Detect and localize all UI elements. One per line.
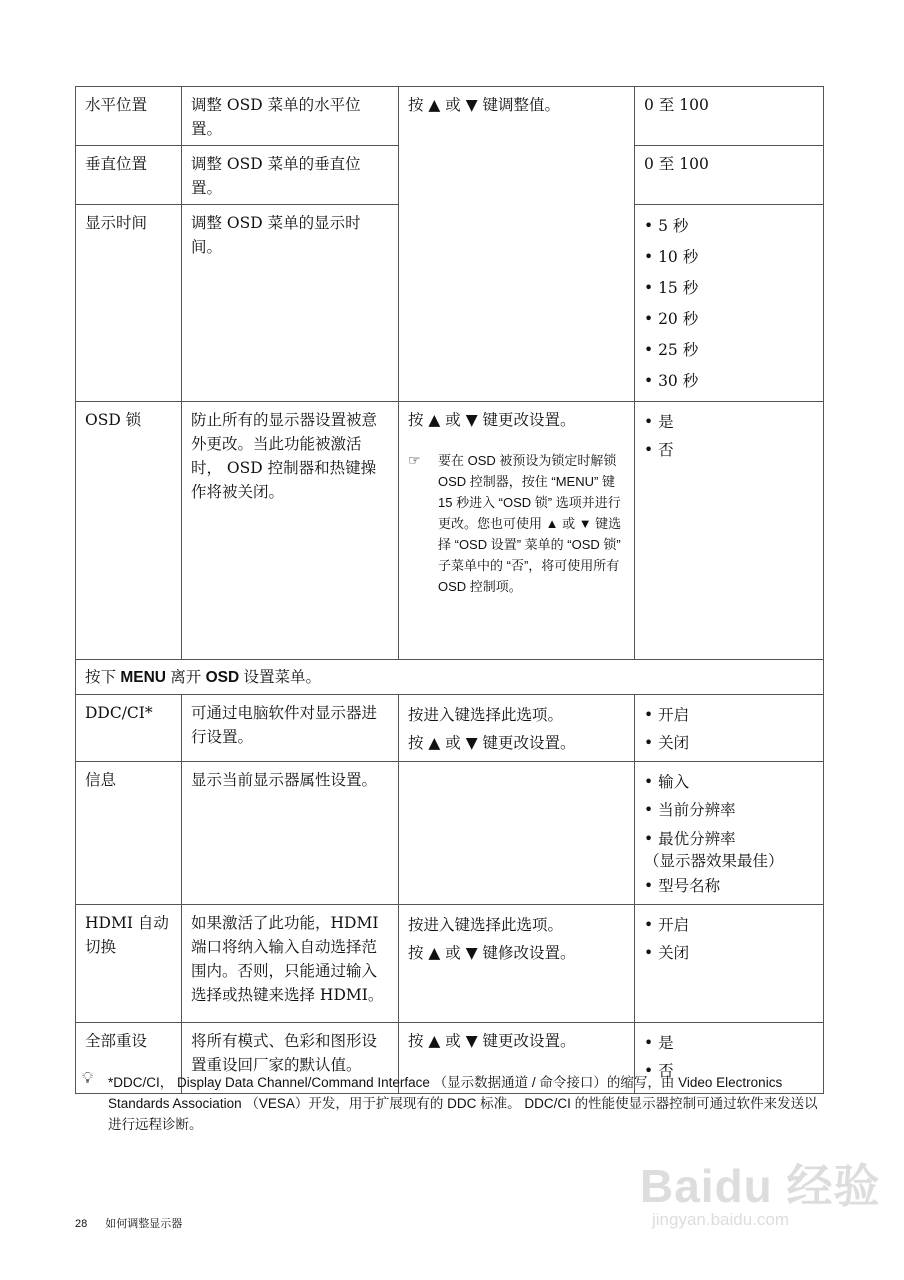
menu-key-label: MENU: [120, 669, 166, 686]
operation-text: 按进入键选择此选项。: [408, 706, 564, 724]
operation-text: 按 ▲ 或 ▼ 键修改设置。: [408, 944, 576, 962]
setting-options: [635, 905, 824, 1023]
setting-range: 0 至 100: [635, 87, 824, 146]
option: • 开启: [644, 706, 690, 724]
page-footer: [75, 1215, 200, 1231]
table-row: [76, 87, 824, 146]
table-row: [76, 402, 824, 660]
setting-name: OSD 锁: [76, 402, 182, 660]
setting-name: 全部重设: [76, 1023, 182, 1094]
setting-operation: [399, 762, 635, 905]
setting-operation: [399, 695, 635, 762]
option: • 型号名称: [644, 877, 721, 895]
watermark-url: jingyan.baidu.com: [652, 1210, 790, 1229]
exit-text: 按下: [85, 669, 121, 686]
setting-operation: [399, 905, 635, 1023]
operation-text: 按 ▲ 或 ▼ 键更改设置。: [408, 734, 576, 752]
setting-name: 信息: [76, 762, 182, 905]
option: • 关闭: [644, 734, 690, 752]
option: • 输入: [644, 773, 690, 791]
setting-desc: 显示当前显示器属性设置。: [182, 762, 399, 905]
table-row: [76, 762, 824, 905]
option: • 否: [644, 441, 674, 459]
option: • 否: [644, 1062, 674, 1080]
setting-name: DDC/CI*: [76, 695, 182, 762]
setting-name: HDMI 自动切换: [76, 905, 182, 1023]
footnote-text: *DDC/CI， Display Data Channel/Command Interface （显示数据通道 / 命令接口）的缩写，由 Video Electronics Standards Association （VESA）开发，用于扩展现有的 DDC 标准。 DDC/CI 的性能使显示器控制可通过软件来发送以进行远程诊断。: [108, 1075, 818, 1132]
setting-desc: 调整 OSD 菜单的水平位置。: [182, 87, 399, 146]
option: • 20 秒: [644, 310, 699, 328]
baidu-watermark: [640, 1150, 881, 1230]
lightbulb-icon: 💡︎: [82, 1070, 94, 1087]
osd-settings-table: [75, 86, 824, 1094]
option: • 当前分辨率: [644, 801, 736, 819]
setting-operation: [399, 402, 635, 660]
option: • 25 秒: [644, 341, 699, 359]
option: • 开启: [644, 916, 690, 934]
exit-row: [76, 660, 824, 695]
setting-operation: [399, 87, 635, 402]
setting-desc: 如果激活了此功能，HDMI 端口将纳入输入自动选择范围内。否则，只能通过输入选择或热键来选择 HDMI。: [182, 905, 399, 1023]
setting-desc: 可通过电脑软件对显示器进行设置。: [182, 695, 399, 762]
option: • 是: [644, 413, 674, 431]
operation-text: 按 ▲ 或 ▼ 键更改设置。: [408, 411, 576, 429]
option: • 5 秒: [644, 217, 689, 235]
setting-name: 显示时间: [76, 205, 182, 402]
watermark-brand: Baidu 经验: [640, 1160, 881, 1212]
osd-label: OSD: [205, 669, 240, 686]
operation-text: 按进入键选择此选项。: [408, 916, 564, 934]
setting-desc: 调整 OSD 菜单的垂直位置。: [182, 146, 399, 205]
setting-options: [635, 402, 824, 660]
setting-options: [635, 762, 824, 905]
operation-text: 按 ▲ 或 ▼ 键调整值。: [408, 96, 561, 114]
setting-desc: 将所有模式、色彩和图形设置重设回厂家的默认值。: [182, 1023, 399, 1094]
option: • 最优分辨率: [644, 830, 736, 848]
note-text: 要在 OSD 被预设为锁定时解锁 OSD 控制器，按住 “MENU” 键 15 秒进入 “OSD 锁” 选项并进行更改。您也可使用 ▲ 或 ▼ 键选择 “OSD 设置” 菜单的 “OSD 锁” 子菜单中的 “否”，将可使用所有 OSD 控制项。: [438, 453, 622, 594]
exit-text: 设置菜单。: [239, 669, 321, 686]
setting-name: 水平位置: [76, 87, 182, 146]
table-row: [76, 695, 824, 762]
setting-desc: 防止所有的显示器设置被意外更改。当此功能被激活时， OSD 控制器和热键操作将被关闭。: [182, 402, 399, 660]
option: • 15 秒: [644, 279, 699, 297]
setting-desc: 调整 OSD 菜单的显示时间。: [182, 205, 399, 402]
table-row: [76, 905, 824, 1023]
setting-operation: 按 ▲ 或 ▼ 键更改设置。: [399, 1023, 635, 1094]
option: • 是: [644, 1034, 674, 1052]
pointing-hand-icon: ☞: [408, 452, 421, 468]
setting-options: [635, 695, 824, 762]
exit-text: 离开: [165, 669, 206, 686]
option: • 10 秒: [644, 248, 699, 266]
option-note: （显示器效果最佳）: [644, 852, 784, 870]
section-title: 如何调整显示器: [105, 1218, 183, 1230]
exit-instruction: [76, 660, 824, 695]
footnote: [82, 1072, 822, 1135]
page-number: 28: [75, 1218, 88, 1230]
setting-range: 0 至 100: [635, 146, 824, 205]
option: • 30 秒: [644, 372, 699, 390]
option: • 关闭: [644, 944, 690, 962]
setting-options: [635, 205, 824, 402]
setting-name: 垂直位置: [76, 146, 182, 205]
note: [408, 450, 626, 597]
